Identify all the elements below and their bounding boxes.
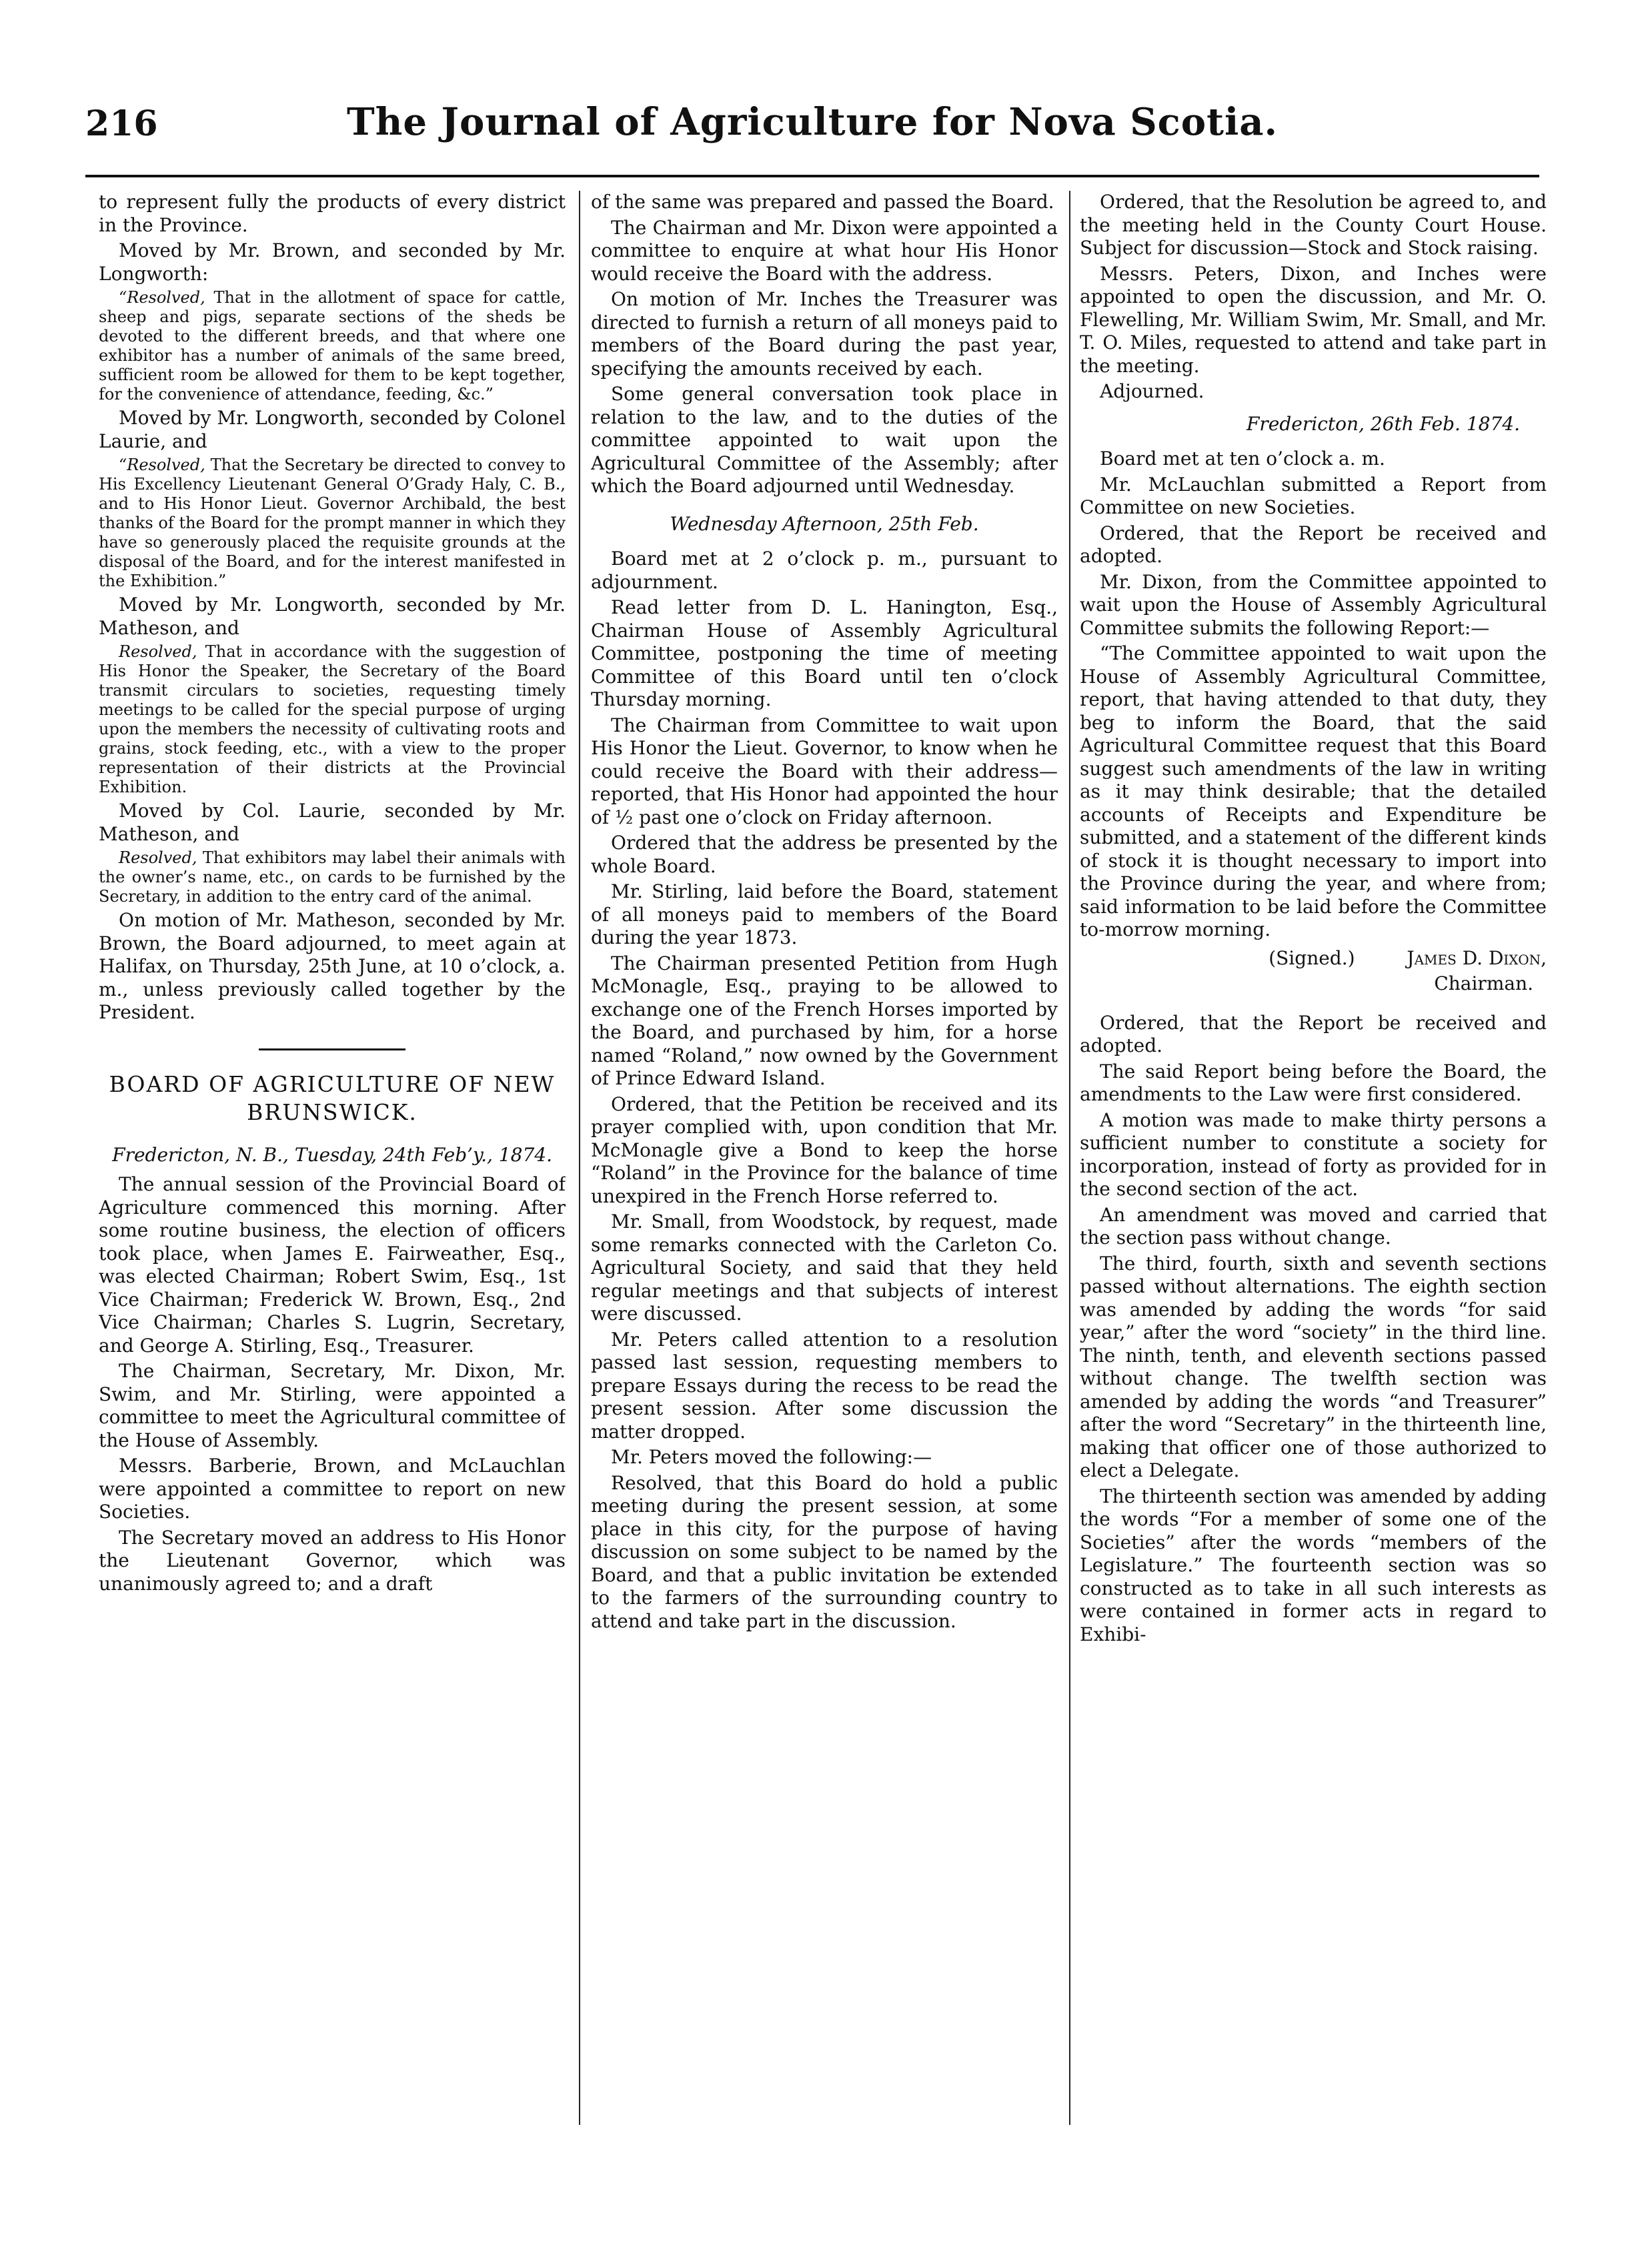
paragraph: Mr. Small, from Woodstock, by request, made some remarks connected with the Carleton Co. Agricultural Society, and said that they held regular meetings and that subjects of interest were discussed. (591, 1211, 1058, 1325)
paragraph: The Chairman from Committee to wait upon His Honor the Lieut. Governor, to know when he could receive the Board with their address—reported, that His Honor had appointed the hour of ½ past one o’clock on Friday afternoon. (591, 714, 1058, 828)
paragraph: An amendment was moved and carried that the section pass without change. (1080, 1203, 1547, 1249)
resolution (99, 288, 566, 404)
paragraph: Ordered, that the Petition be received and its prayer complied with, upon condition that Mr. McMonagle give a Bond to keep the horse “Roland” in the Province for the balance of time unexpired in the French Horse referred to. (591, 1092, 1058, 1207)
paragraph: Ordered, that the Report be received and adopted. (1080, 522, 1547, 567)
column-1 (99, 191, 566, 2125)
resolution-lead: “Resolved, (119, 456, 205, 474)
paragraph: The Chairman and Mr. Dixon were appointed a committee to enquire at what hour His Honor would receive the Board with the address. (591, 216, 1058, 285)
resolution (99, 642, 566, 797)
resolution (99, 456, 566, 591)
resolution-lead: “Resolved, (119, 288, 205, 307)
section-heading: BOARD OF AGRICULTURE OF NEW BRUNSWICK. (109, 1070, 556, 1125)
header-rule (85, 175, 1539, 177)
dateline: Wednesday Afternoon, 25th Feb. (670, 512, 979, 535)
paragraph: Board met at ten o’clock a. m. (1100, 448, 1385, 470)
paragraph: Mr. Peters called attention to a resolution passed last session, requesting members to prepare Essays during the recess to be read the present session. After some discussion the matter dropped. (591, 1328, 1058, 1443)
paragraph: The Secretary moved an address to His Honor the Lieutenant Governor, which was unanimously agreed to; and a draft (99, 1526, 566, 1595)
resolution-lead: Resolved, (119, 848, 197, 867)
paragraph: Read letter from D. L. Hanington, Esq., Chairman House of Assembly Agricultural Committee, postponing the time of meeting Committee of this Board until ten o’clock Thursday morning. (591, 596, 1058, 710)
paragraph: Messrs. Peters, Dixon, and Inches were appointed to open the discussion, and Mr. O. Flewelling, Mr. William Swim, Mr. Small, and Mr. T. O. Miles, requested to attend and take part in the meeting. (1080, 262, 1547, 377)
paragraph: Ordered that the address be presented by the whole Board. (591, 832, 1058, 877)
paragraph: A motion was made to make thirty persons a sufficient number to constitute a society for incorporation, instead of forty as provided for in the second section of the act. (1080, 1108, 1547, 1200)
paragraph: On motion of Mr. Matheson, seconded by Mr. Brown, the Board adjourned, to meet again at Halifax, on Thursday, 25th June, at 10 o’clock, a. m., unless previously called together by the President. (99, 909, 566, 1023)
resolution-text: That exhibitors may label their animals with the owner’s name, etc., on cards to be furnished by the Secretary, in addition to the entry card of the animal. (99, 848, 566, 906)
signature-line (1080, 947, 1547, 970)
paragraph: The Chairman presented Petition from Hugh McMonagle, Esq., praying to be allowed to exchange one of the French Horses imported by the Board, and purchased by him, for a horse named “Roland,” now owned by the Government of Prince Edward Island. (591, 952, 1058, 1089)
paragraph: Mr. McLauchlan submitted a Report from Committee on new Societies. (1080, 473, 1547, 518)
page-header (85, 100, 1539, 167)
resolution-text: That in the allotment of space for cattle, sheep and pigs, separate sections of the sheds be devoted to the different breeds, and that where one exhibitor has a number of animals of the same breed, sufficient room be allowed for them to be kept together, for the convenience of attendance, feeding, &c.” (99, 288, 566, 404)
signature-label: (Signed.) (1269, 946, 1355, 969)
paragraph: Messrs. Barberie, Brown, and McLauchlan were appointed a committee to report on new Societies. (99, 1455, 566, 1523)
paragraph: The annual session of the Provincial Board of Agriculture commenced this morning. After some routine business, the election of officers took place, when James E. Fairweather, Esq., was elected Chairman; Robert Swim, Esq., 1st Vice Chairman; Frederick W. Brown, Esq., 2nd Vice Chairman; Charles S. Lugrin, Secretary, and George A. Stirling, Esq., Treasurer. (99, 1173, 566, 1357)
paragraph: Ordered, that the Resolution be agreed to, and the meeting held in the County Court House. Subject for discussion—Stock and Stock raising. (1080, 191, 1547, 259)
paragraph: of the same was prepared and passed the Board. (591, 191, 1054, 213)
column-2 (591, 191, 1058, 2125)
column-divider-1 (579, 191, 580, 2125)
resolution-text: That in accordance with the suggestion of His Honor the Speaker, the Secretary of the Board transmit circulars to societies, requesting timely meetings to be called for the special purpose of urging upon the members the necessity of cultivating roots and grains, stock feeding, etc., with a view to the proper representation of their districts at the Provincial Exhibition. (99, 642, 566, 796)
paragraph: Moved by Mr. Brown, and seconded by Mr. Longworth: (99, 239, 566, 285)
paragraph: Ordered, that the Report be received and adopted. (1080, 1011, 1547, 1056)
column-divider-2 (1069, 191, 1070, 2125)
paragraph: Mr. Peters moved the following:— (611, 1446, 932, 1468)
paragraph: Some general conversation took place in relation to the law, and to the duties of the committee appointed to wait upon the Agricultural Committee of the Assembly; after which the Board adjourned until Wednesday. (591, 383, 1058, 497)
journal-title: The Journal of Agriculture for Nova Scotia. (346, 100, 1279, 144)
section-divider (259, 1048, 405, 1050)
paragraph: Resolved, that this Board do hold a public meeting during the present session, at some place in this city, for the purpose of having discussion on some subject to be named by the Board, and that a public invitation be extended to the farmers of the surrounding country to attend and take part in the discussion. (591, 1471, 1058, 1632)
paragraph: Moved by Mr. Longworth, seconded by Mr. Matheson, and (99, 594, 566, 639)
column-3 (1080, 191, 1547, 2125)
report-quote: “The Committee appointed to wait upon the House of Assembly Agricultural Committee, report, that having attended to that duty, they beg to inform the Board, that the said Agricultural Committee request that this Board suggest such amendments of the law in writing as it may think desirable; that the detailed accounts of Receipts and Expenditure be submitted, and a statement of the different kinds of stock it is thought necessary to import into the Province during the year, and where from; said information to be laid before the Committee to-morrow morning. (1080, 642, 1547, 940)
signature-title: Chairman. (1434, 972, 1533, 994)
resolution-text: That the Secretary be directed to convey to His Excellency Lieutenant General O’Grady Haly, C. B., and to His Honor Lieut. Governor Archibald, the best thanks of the Board for the prompt manner in which they have so generously placed the requisite grounds at the disposal of the Board, and for the interest manifested in the Exhibition.” (99, 456, 566, 590)
resolution-lead: Resolved, (119, 642, 197, 661)
paragraph: to represent fully the products of every district in the Province. (99, 191, 566, 236)
paragraph: On motion of Mr. Inches the Treasurer was directed to furnish a return of all moneys paid to members of the Board during the past year, specifying the amounts received by each. (591, 288, 1058, 380)
paragraph: The Chairman, Secretary, Mr. Dixon, Mr. Swim, and Mr. Stirling, were appointed a committee to meet the Agricultural committee of the House of Assembly. (99, 1360, 566, 1451)
signature-name: James D. Dixon, (1407, 946, 1547, 969)
page-number: 216 (85, 103, 158, 144)
paragraph: The said Report being before the Board, the amendments to the Law were first considered. (1080, 1060, 1547, 1105)
paragraph: The third, fourth, sixth and seventh sections passed without alternations. The eighth section was amended by adding the words “for said year,” after the word “society” in the third line. The ninth, tenth, and eleventh sections passed without change. The twelfth section was amended by adding the words “and Treasurer” after the word “Secretary” in the thirteenth line, making that officer one of those authorized to elect a Delegate. (1080, 1252, 1547, 1481)
resolution (99, 848, 566, 906)
paragraph: Mr. Dixon, from the Committee appointed to wait upon the House of Assembly Agricultural Committee submits the following Report:— (1080, 570, 1547, 639)
paragraph: The thirteenth section was amended by adding the words “For a member of some one of the Societies” after the words “members of the Legislature.” The fourteenth section was so constructed as to take in all such interests as were contained in former acts in regard to Exhibi- (1080, 1485, 1547, 1645)
dateline: Fredericton, 26th Feb. 1874. (1246, 412, 1520, 435)
paragraph: Moved by Mr. Longworth, seconded by Colonel Laurie, and (99, 407, 566, 452)
dateline: Fredericton, N. B., Tuesday, 24th Feb’y., 1874. (112, 1143, 552, 1166)
paragraph: Board met at 2 o’clock p. m., pursuant to adjournment. (591, 548, 1058, 593)
paragraph: Moved by Col. Laurie, seconded by Mr. Matheson, and (99, 800, 566, 845)
paragraph: Adjourned. (1100, 380, 1204, 402)
paragraph: Mr. Stirling, laid before the Board, statement of all moneys paid to members of the Board during the year 1873. (591, 880, 1058, 948)
